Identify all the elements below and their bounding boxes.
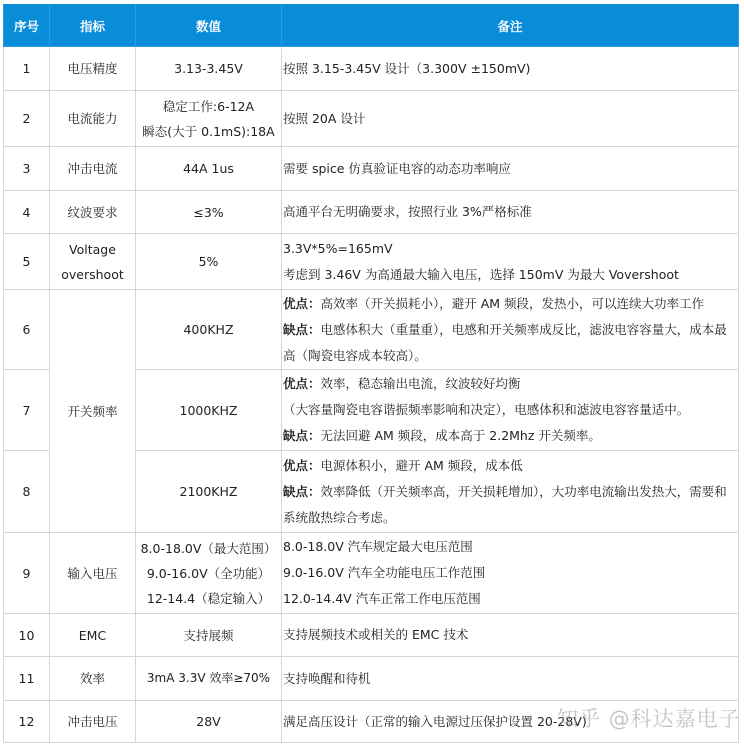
pros-label: 优点：	[283, 295, 321, 311]
note-line	[283, 453, 738, 479]
row-no: 1	[4, 47, 50, 91]
row-note: 需要 spice 仿真验证电容的动态功率响应	[282, 147, 739, 191]
spec-table	[3, 4, 739, 743]
note-line	[283, 423, 738, 449]
row-indicator: 纹波要求	[50, 191, 136, 234]
pros-text: 高效率（开关损耗小），避开 AM 频段，发热小，可以连续大功率工作	[320, 295, 705, 311]
row-note	[282, 234, 739, 290]
row-note: 按照 3.15-3.45V 设计（3.300V ±150mV)	[282, 47, 739, 91]
note-line	[283, 479, 738, 531]
table-row	[4, 701, 739, 743]
row-indicator: Voltage overshoot	[50, 234, 136, 290]
row-no: 3	[4, 147, 50, 191]
row-indicator: 电压精度	[50, 47, 136, 91]
header-no: 序号	[4, 5, 50, 47]
note-line: 9.0-16.0V 汽车全功能电压工作范围	[283, 565, 486, 580]
pros-text: 电源体积小，避开 AM 频段，成本低	[320, 457, 523, 473]
row-no: 11	[4, 657, 50, 701]
row-note: 支持展频技术或相关的 EMC 技术	[282, 614, 739, 657]
row-no: 8	[4, 451, 50, 533]
table-row	[4, 614, 739, 657]
note-line: 8.0-18.0V 汽车规定最大电压范围	[283, 539, 473, 554]
note-line: 考虑到 3.46V 为高通最大输入电压，选择 150mV 为最大 Vovershoot	[283, 266, 679, 282]
row-value	[136, 91, 282, 147]
row-no: 12	[4, 701, 50, 743]
row-value: 44A 1us	[136, 147, 282, 191]
table-row	[4, 191, 739, 234]
note-line: 3.3V*5%=165mV	[283, 240, 393, 256]
note-line	[283, 317, 738, 369]
row-indicator: EMC	[50, 614, 136, 657]
cons-label: 缺点：	[283, 321, 321, 337]
row-no: 4	[4, 191, 50, 234]
row-value: 5%	[136, 234, 282, 290]
cons-label: 缺点：	[283, 483, 321, 499]
row-note: 支持唤醒和待机	[282, 657, 739, 701]
table-header-row	[4, 5, 739, 47]
row-no: 9	[4, 533, 50, 614]
row-no: 6	[4, 290, 50, 370]
row-note	[282, 451, 739, 533]
row-indicator: 输入电压	[50, 533, 136, 614]
row-indicator: 电流能力	[50, 91, 136, 147]
value-line: 12-14.4（稳定输入）	[146, 590, 271, 606]
table-row	[4, 533, 739, 614]
table-row	[4, 290, 739, 370]
pros-label: 优点：	[283, 376, 321, 391]
table-row	[4, 91, 739, 147]
table-row	[4, 657, 739, 701]
note-line	[283, 291, 738, 317]
table-row	[4, 234, 739, 290]
note-line: 12.0-14.4V 汽车正常工作电压范围	[283, 591, 481, 606]
header-value: 数值	[136, 5, 282, 47]
value-line: 瞬态(大于 0.1mS):18A	[142, 123, 275, 139]
note-line	[283, 371, 738, 397]
table-row	[4, 147, 739, 191]
pros-label: 优点：	[283, 457, 321, 473]
row-no: 5	[4, 234, 50, 290]
row-value: 3mA 3.3V 效率≥70%	[136, 657, 282, 701]
row-value: ≤3%	[136, 191, 282, 234]
row-value	[136, 533, 282, 614]
row-note: 满足高压设计（正常的输入电源过压保护设置 20-28V)	[282, 701, 739, 743]
header-indicator: 指标	[50, 5, 136, 47]
value-line: 9.0-16.0V（全功能）	[146, 565, 271, 581]
row-value: 支持展频	[136, 614, 282, 657]
cons-text: 无法回避 AM 频段，成本高于 2.2Mhz 开关频率。	[320, 428, 601, 443]
row-value: 1000KHZ	[136, 370, 282, 451]
row-note: 按照 20A 设计	[282, 91, 739, 147]
cons-label: 缺点：	[283, 428, 321, 443]
row-note	[282, 290, 739, 370]
row-indicator: 冲击电压	[50, 701, 136, 743]
note-line: （大容量陶瓷电容谐振频率影响和决定），电感体积和滤波电容容量适中。	[283, 402, 690, 417]
row-indicator: 开关频率	[50, 290, 136, 533]
header-note: 备注	[282, 5, 739, 47]
row-no: 7	[4, 370, 50, 451]
row-value: 28V	[136, 701, 282, 743]
pros-text: 效率，稳态输出电流，纹波较好均衡	[320, 376, 521, 391]
row-note	[282, 370, 739, 451]
cons-text: 效率降低（开关频率高，开关损耗增加），大功率电流输出发热大，需要和系统散热综合考虑。	[283, 483, 727, 525]
row-value: 2100KHZ	[136, 451, 282, 533]
row-value: 3.13-3.45V	[136, 47, 282, 91]
table-row	[4, 47, 739, 91]
watermark: 知乎 @科达嘉电子	[557, 707, 741, 731]
value-line: 8.0-18.0V（最大范围）	[140, 540, 277, 556]
row-indicator: 冲击电流	[50, 147, 136, 191]
row-value: 400KHZ	[136, 290, 282, 370]
row-note	[282, 533, 739, 614]
cons-text: 电感体积大（重量重），电感和开关频率成反比，滤波电容容量大，成本最高（陶瓷电容成本较高）。	[283, 321, 727, 363]
row-note: 高通平台无明确要求，按照行业 3%严格标准	[282, 191, 739, 234]
row-no: 10	[4, 614, 50, 657]
row-indicator: 效率	[50, 657, 136, 701]
row-no: 2	[4, 91, 50, 147]
value-line: 稳定工作:6-12A	[162, 98, 255, 114]
